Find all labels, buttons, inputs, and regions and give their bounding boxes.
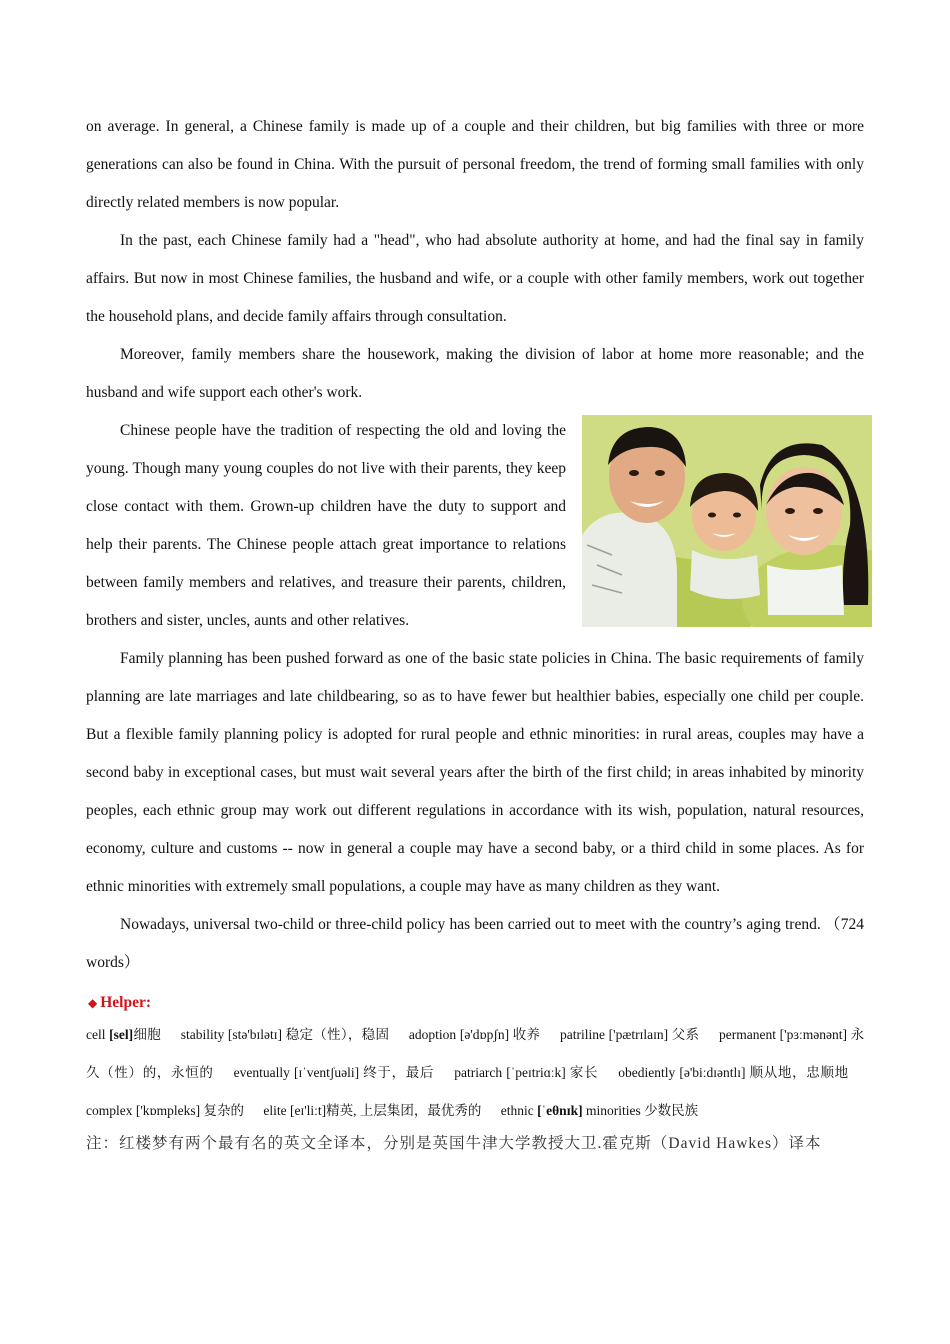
helper-title-text: Helper:	[100, 994, 152, 1011]
paragraph-4: Chinese people have the tradition of respecting the old and loving the young. Though many young couples do not live with their parents, they keep close contact with them. Grown-up children have the duty to support and help their parents. The Chinese people attach great importance to relations between family members and relatives, and treasure their parents, children, brothers and sister, uncles, aunts and other relatives.	[86, 422, 566, 629]
paragraph-1: on average. In general, a Chinese family is made up of a couple and their children, but big families with three or more generations can also be found in China. With the pursuit of personal freedom, the trend of forming small families with only directly related members is now popular.	[86, 118, 864, 211]
vocab-item: elite [eɪ'liːt]精英, 上层集团，最优秀的	[263, 1103, 482, 1118]
vocab-item: patriline ['pætrɪlaɪn] 父系	[560, 1027, 700, 1042]
document-page	[86, 108, 864, 1158]
vocab-item: complex ['kɒmpleks] 复杂的	[86, 1103, 244, 1118]
vocab-item: obediently [ə'biːdɪəntlɪ] 顺从地，忠顺地	[618, 1065, 849, 1080]
translation-note: 注：红楼梦有两个最有名的英文全译本，分别是英国牛津大学教授大卫.霍克斯（David Hawkes）译本	[86, 1135, 822, 1152]
vocab-item: permanent ['pɜːmənənt] 永久（性）的，永恒的	[86, 1027, 865, 1080]
helper-heading	[86, 994, 864, 1012]
paragraph-2: In the past, each Chinese family had a "head", who had absolute authority at home, and had the final say in family affairs. But now in most Chinese families, the husband and wife, or a couple with other family members, work out together the household plans, and decide family affairs through consultation.	[86, 232, 864, 325]
vocab-item: cell [sel]细胞	[86, 1027, 162, 1042]
family-photo-illustration	[582, 415, 872, 627]
vocab-item: eventually [ɪˈventʃuəli] 终于，最后	[233, 1065, 435, 1080]
vocab-item: stability [stə'bɪlətɪ] 稳定（性），稳固	[180, 1027, 390, 1042]
diamond-icon: ◆	[88, 996, 98, 1010]
vocabulary-list	[86, 1016, 864, 1130]
paragraph-6: Nowadays, universal two-child or three-child policy has been carried out to meet with the country’s aging trend. （724 words）	[86, 916, 864, 971]
paragraph-5: Family planning has been pushed forward as one of the basic state policies in China. The basic requirements of family planning are late marriages and late childbearing, so as to have fewer but healthier babies, especially one child per couple. But a flexible family planning policy is adopted for rural people and ethnic minorities: in rural areas, couples may have a second baby in exceptional cases, but must wait several years after the birth of the first child; in areas inhabited by minority peoples, each ethnic group may work out different regulations in accordance with its wish, population, natural resources, economy, culture and customs -- now in general a couple may have a second baby, or a third child in some places. As for ethnic minorities with extremely small populations, a couple may have as many children as they want.	[86, 650, 864, 895]
vocab-item: patriarch [ˈpeɪtriɑːk] 家长	[454, 1065, 599, 1080]
family-photo	[582, 415, 872, 627]
vocab-item: adoption [ə'dɒpʃn] 收养	[408, 1027, 541, 1042]
paragraph-3: Moreover, family members share the housework, making the division of labor at home more reasonable; and the husband and wife support each other's work.	[86, 346, 864, 401]
vocab-item: ethnic [ˈeθnɪk] minorities 少数民族	[500, 1103, 699, 1118]
